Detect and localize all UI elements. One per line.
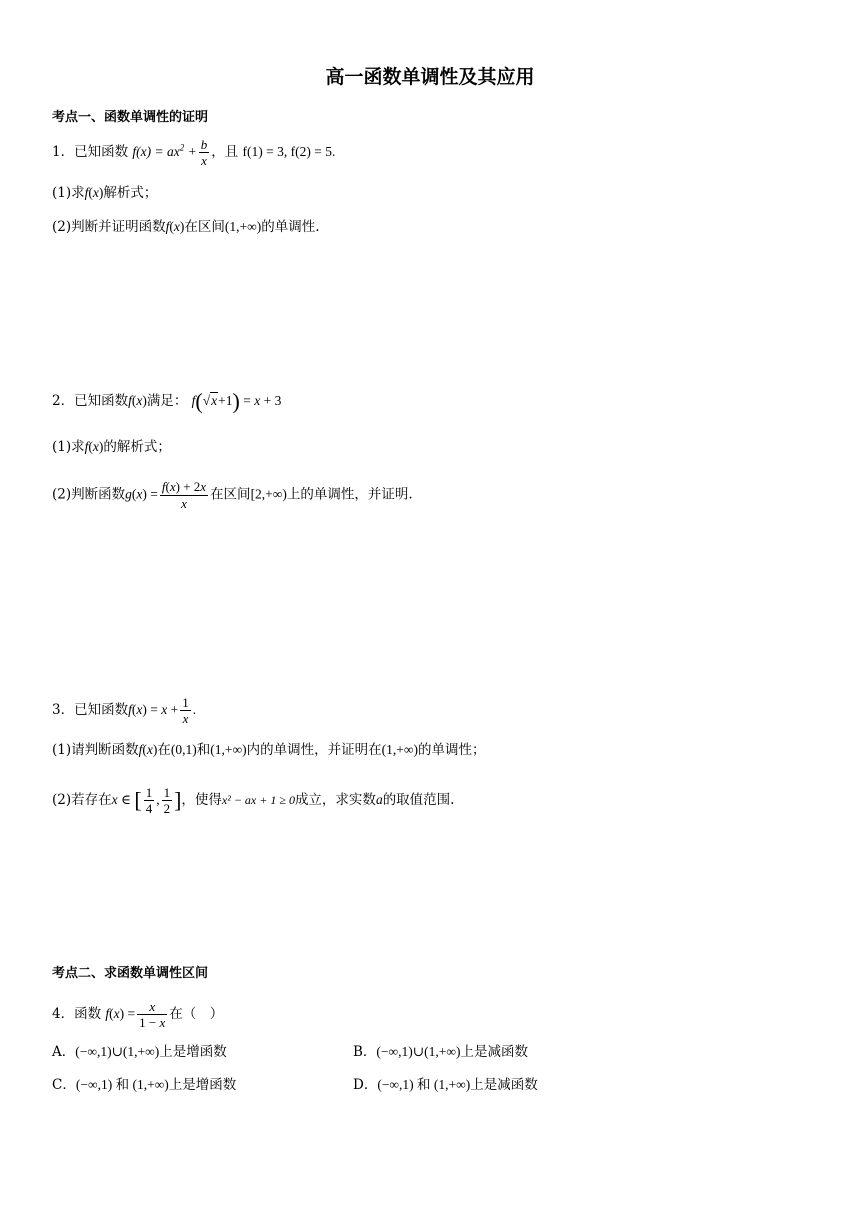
question-4-stem: 4．函数 f(x) = $\frac{x}{1 - x}$ 在（ ） [52,999,224,1030]
option-text: 上是增函数 [168,1077,237,1093]
text: 满足： [146,393,188,409]
interval: [2,+∞) [250,486,287,502]
option-text: 上是增函数 [159,1044,227,1060]
variable: a [375,792,383,807]
formula: $f(x) = ax^2$ + [132,142,197,159]
option-text: 上是减函数 [460,1044,528,1060]
formula: f [84,185,89,200]
option-label: B． [353,1044,377,1060]
option-label: A． [52,1044,76,1060]
text: (1)求 [52,439,85,455]
option-text: 上是减函数 [470,1077,538,1093]
question-3-part-1: (1)请判断函数f(x)在(0,1)和(1,+∞)内的单调性，并证明在(1,+∞)的单调性； [52,742,486,758]
fraction: $\frac{1}{x}$ [182,695,189,726]
page-title: 高一函数单调性及其应用 [325,66,535,88]
text: 在区间 [210,486,251,503]
option-label: D． [353,1077,378,1093]
text: 在区间 [184,219,225,235]
text: ，使得 [181,792,222,808]
question-3-part-2: (2)若存在x ∈ [ $\frac{1}{4}$ , $\frac{1}{2}$ ]，使得x² − ax + 1 ≥ 0成立，求实数a的取值范围. [52,785,455,816]
question-number: 1． [52,144,75,160]
option-math: (−∞,1) 和 (1,+∞) [75,1077,169,1092]
question-3-stem: 3．已知函数f(x) = x + $\frac{1}{x}$ . [52,695,197,726]
option-math: (−∞,1)∪(1,+∞) [376,1044,461,1059]
option-label: C． [52,1077,76,1093]
question-1-part-1: (1)求f(x)解析式； [52,185,158,201]
text: (2)若存在 [52,792,112,808]
text: 和 [196,742,211,758]
option-c[interactable] [52,1073,236,1093]
text: (1)请判断函数 [52,742,139,758]
inequality: x² − ax + 1 ≥ 0 [221,793,295,807]
text: 在（ ） [169,1006,224,1022]
text: 解析式； [103,185,158,201]
question-number: 4． [52,1006,75,1022]
text: 成立，求实数 [294,792,376,808]
text: (2)判断函数 [52,486,126,503]
text: 已知函数 [74,144,129,160]
text: 的单调性； [417,742,486,758]
option-b[interactable] [353,1040,528,1060]
interval: (1,+∞) [210,742,247,757]
text: ，且 [211,144,239,160]
fraction: $\frac{f(x) + 2x}{x}$ [161,479,207,511]
conditions: f(1) = 3, f(2) = 5. [242,144,336,159]
interval: (0,1) [170,742,197,757]
question-number: 3． [52,702,75,718]
text: 的取值范围. [382,792,455,808]
fraction: $\frac{b}{x}$ [200,137,208,168]
text: 已知函数 [74,702,129,718]
text: (1)求 [52,185,85,201]
question-number: 2． [52,393,75,409]
text: 的解析式； [103,439,171,455]
fraction: $\frac{1}{2}$ [163,785,171,816]
option-a[interactable] [52,1040,227,1060]
text: 函数 [74,1006,102,1022]
section-heading-2: 考点二、求函数单调性区间 [52,966,209,981]
question-1-part-2: (2)判断并证明函数f(x)在区间(1,+∞)的单调性. [52,219,320,235]
text: (2)判断并证明函数 [52,219,166,235]
question-2-part-2: (2)判断函数g(x) = $\frac{f(x) + 2x}{x}$ 在区间[2,+∞)上的单调性，并证明. [52,479,413,511]
option-math: (−∞,1) 和 (1,+∞) [377,1077,471,1092]
question-1-stem [52,137,335,168]
question-2-stem: 2．已知函数f(x)满足： f(√x+1) = x + 3 [52,388,282,414]
fraction: $\frac{1}{4}$ [145,785,153,816]
text: 的单调性. [261,219,320,235]
text: 已知函数 [74,393,129,409]
question-2-part-1: (1)求f(x)的解析式； [52,439,171,455]
text: 内的单调性，并证明在 [246,742,382,758]
option-math: (−∞,1)∪(1,+∞) [75,1044,160,1059]
text: 上的单调性，并证明. [286,486,413,503]
formula: f [191,393,196,408]
fraction: $\frac{x}{1 - x}$ [139,999,166,1030]
option-d[interactable] [353,1073,538,1093]
interval: (1,+∞) [381,742,418,757]
text: 在 [157,742,171,758]
interval: (1,+∞) [224,219,262,234]
section-heading-1: 考点一、函数单调性的证明 [52,110,209,125]
